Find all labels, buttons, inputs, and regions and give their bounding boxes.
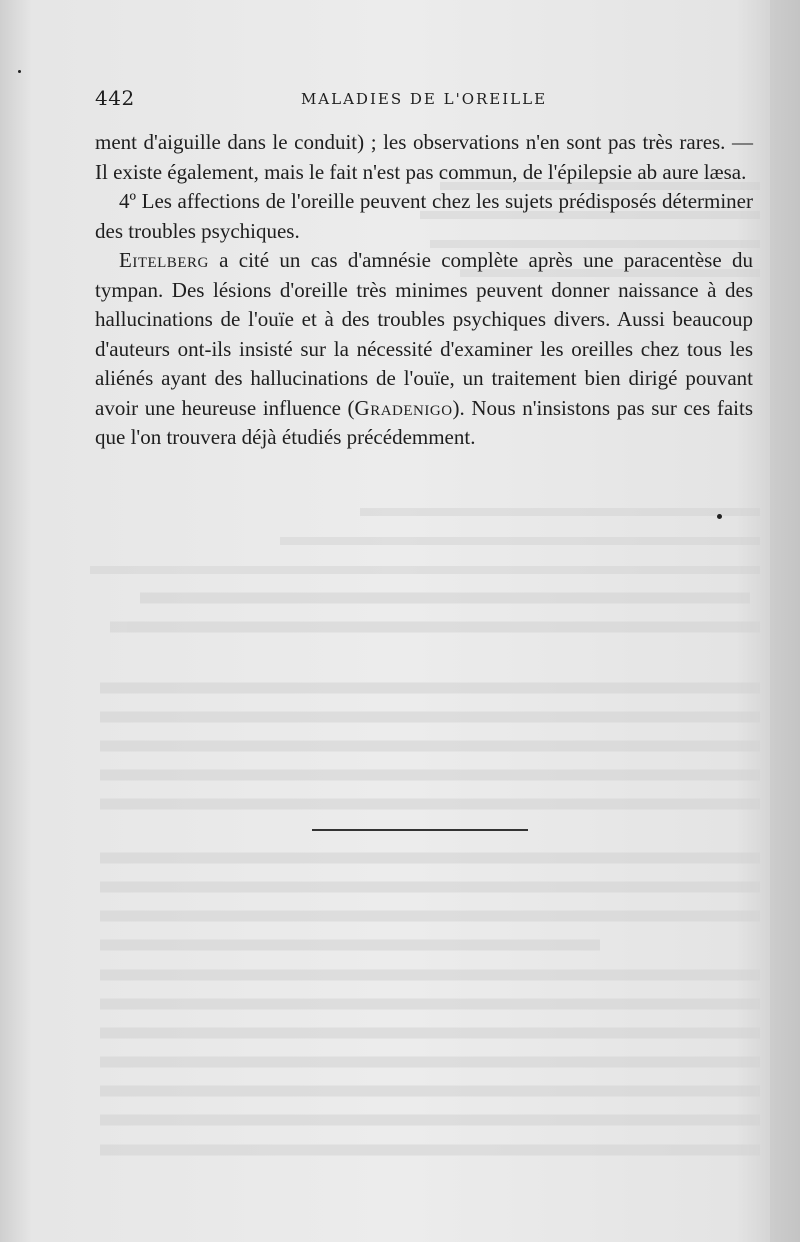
ink-speck: [717, 514, 722, 519]
running-head: MALADIES DE L'OREILLE: [300, 90, 548, 108]
author-name: Eitelberg: [119, 248, 209, 272]
paragraph-text-a: a cité un cas d'amnésie complète après une paracentèse du tympan. Des lésions d'oreille très minimes peuvent donner naissance à des hallucinations de l'ouïe et à des troubles psychiques divers. Aussi beaucoup d'auteurs ont-ils insisté sur la nécessité d'examiner les oreilles chez tous les aliénés ayant des hallucinations de l'ouïe, un traitement bien dirigé pouvant avoir une heureuse influence (: [95, 248, 753, 420]
paragraph-continuation: ment d'aiguille dans le conduit) ; les observations n'en sont pas très rares. — Il existe également, mais le fait n'est pas commun, de l'épilepsie ab aure læsa.: [95, 130, 753, 184]
section-end-rule: [312, 829, 528, 831]
paragraph-text-b: ). Nous n'insistons pas sur ces faits que l'on trouvera déjà étudiés précédemment.: [95, 395, 754, 449]
page-header: [95, 86, 753, 112]
paragraph-item-4: 4º Les affections de l'oreille peuvent chez les sujets prédisposés déterminer des troubles psychiques.: [95, 189, 753, 243]
body-text: [95, 128, 753, 453]
page-number: 442: [95, 86, 135, 110]
paragraph-eitelberg: [95, 246, 753, 453]
cited-author: Gradenigo: [354, 395, 453, 420]
ink-speck: [18, 70, 21, 73]
